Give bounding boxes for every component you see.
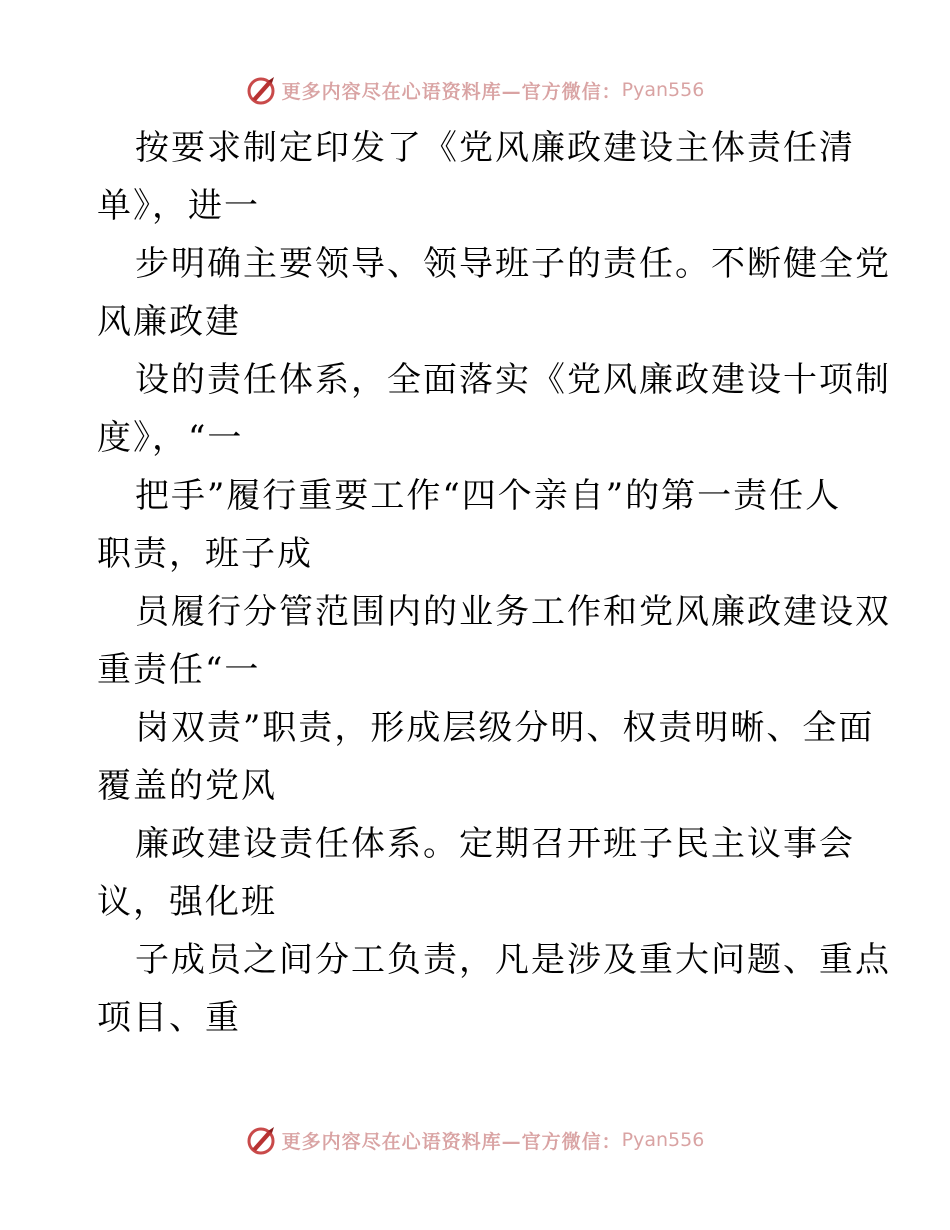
body-line: 岗双责”职责，形成层级分明、权责明晰、全面 (135, 708, 875, 748)
quill-pen-circle-icon (246, 1125, 276, 1155)
body-line: 风廉政建 (97, 302, 241, 342)
quill-pen-circle-icon (246, 75, 276, 105)
banner-wechat-id: Pyan556 (621, 79, 705, 101)
body-line: 度》，“一 (97, 418, 244, 458)
body-line: 步明确主要领导、领导班子的责任。不断健全党 (135, 244, 891, 284)
body-line: 员履行分管范围内的业务工作和党风廉政建设双 (135, 592, 891, 632)
body-line: 重责任“一 (97, 650, 261, 690)
footer-banner (0, 1120, 950, 1160)
banner-wechat-id: Pyan556 (621, 1129, 705, 1151)
banner-promo-text: 更多内容尽在心语资料库—官方微信： (281, 1130, 622, 1153)
body-line: 单》，进一 (97, 186, 260, 226)
body-line: 议，强化班 (97, 882, 277, 922)
body-line: 职责，班子成 (97, 534, 313, 574)
body-line: 覆盖的党风 (97, 766, 277, 806)
banner-promo-text: 更多内容尽在心语资料库—官方微信： (281, 80, 622, 103)
body-line: 把手”履行重要工作“四个亲自”的第一责任人 (135, 476, 842, 516)
body-line: 廉政建设责任体系。定期召开班子民主议事会 (135, 824, 855, 864)
body-line: 子成员之间分工负责，凡是涉及重大问题、重点 (135, 940, 891, 980)
body-line: 项目、重 (97, 998, 241, 1038)
body-line: 按要求制定印发了《党风廉政建设主体责任清 (135, 128, 855, 168)
body-line: 设的责任体系，全面落实《党风廉政建设十项制 (135, 360, 891, 400)
header-banner (0, 70, 950, 110)
